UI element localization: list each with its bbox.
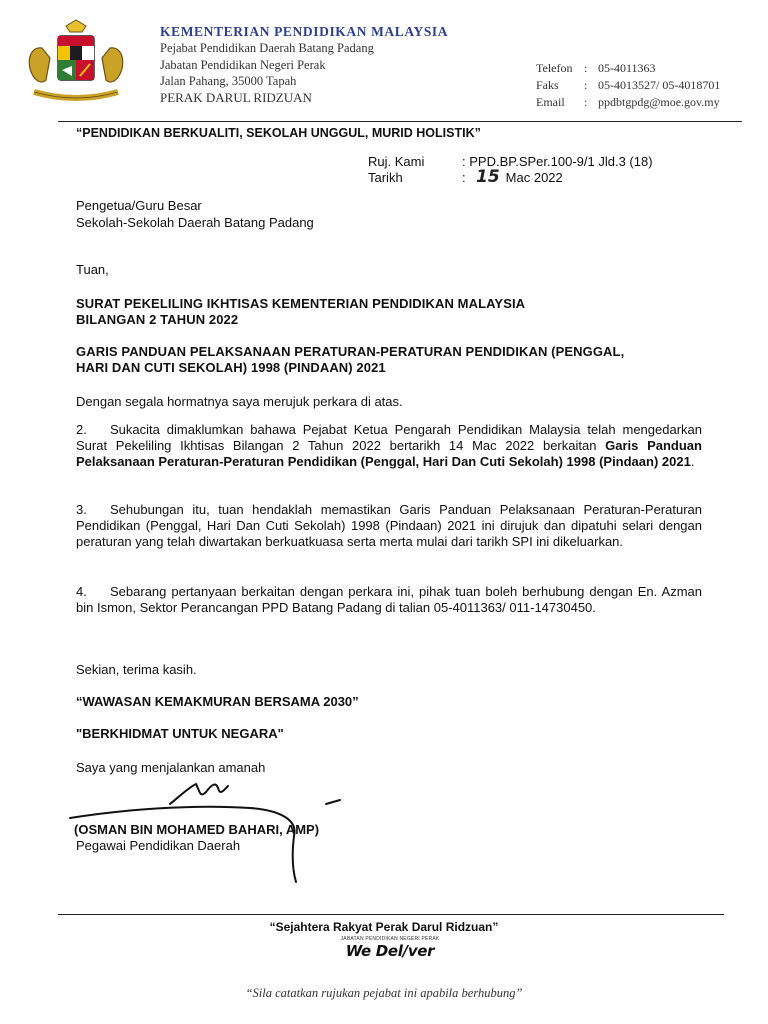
- ministry-name: KEMENTERIAN PENDIDIKAN MALAYSIA: [160, 24, 449, 39]
- date-month-year: Mac 2022: [505, 170, 563, 185]
- reference-label: Ruj. Kami: [368, 154, 425, 169]
- date-day-handwritten: 15: [476, 167, 500, 187]
- contact-phone: [536, 60, 720, 77]
- logo-caption: JABATAN PENDIDIKAN NEGERI PERAK: [340, 936, 440, 942]
- closing-slogan: "BERKHIDMAT UNTUK NEGARA": [76, 726, 284, 741]
- coat-of-arms-icon: [20, 18, 132, 108]
- ministry-motto: “PENDIDIKAN BERKUALITI, SEKOLAH UNGGUL, MURID HOLISTIK”: [76, 126, 481, 140]
- paragraph-number: 4.: [76, 584, 87, 599]
- reference-row: [368, 154, 653, 170]
- contact-colon: :: [584, 78, 588, 92]
- header-divider: [58, 121, 742, 122]
- office-name: Pejabat Pendidikan Daerah Batang Padang: [160, 41, 374, 55]
- salutation: Tuan,: [76, 262, 109, 277]
- paragraph-number: 3.: [76, 502, 87, 517]
- letterhead: [160, 24, 448, 106]
- opening-sentence: Dengan segala hormatnya saya merujuk perkara di atas.: [76, 394, 403, 409]
- contact-label: Faks: [536, 78, 559, 92]
- paragraph-text: Sukacita dimaklumkan bahawa Pejabat Ketua Pengarah Pendidikan Malaysia telah mengedarkan Surat Pekeliling Ikhtisas Bilangan 2 Tahun 2022 bertarikh 14 Mac 2022 berkaitan: [76, 422, 702, 454]
- contact-colon: :: [584, 61, 588, 75]
- date-label: Tarikh: [368, 170, 403, 185]
- closing-thanks: Sekian, terima kasih.: [76, 662, 197, 677]
- contact-fax: [536, 77, 720, 94]
- paragraph-2: [76, 422, 702, 471]
- footer-divider: [58, 914, 724, 915]
- reference-note: “Sila catatkan rujukan pejabat ini apabila berhubung”: [245, 986, 523, 1000]
- paragraph-bold-text: Garis Panduan Pelaksanaan Peraturan-Peraturan Pendidikan (Penggal, Hari Dan Cuti Sekolah) 1998 (Pindaan) 2021: [76, 438, 702, 470]
- paragraph-3: [76, 502, 702, 551]
- contact-value: ppdbtgpdg@moe.gov.my: [598, 95, 720, 109]
- recipient-schools: Sekolah-Sekolah Daerah Batang Padang: [76, 215, 314, 230]
- subject-line: GARIS PANDUAN PELAKSANAAN PERATURAN-PERATURAN PENDIDIKAN (PENGGAL,: [76, 344, 625, 359]
- contact-label: Telefon: [536, 61, 573, 75]
- street-address: Jalan Pahang, 35000 Tapah: [160, 74, 297, 88]
- we-deliver-logo: [330, 936, 450, 960]
- closing-slogan: “WAWASAN KEMAKMURAN BERSAMA 2030”: [76, 694, 359, 709]
- contact-label: Email: [536, 95, 565, 109]
- reference-block: [368, 154, 653, 186]
- paragraph-number: 2.: [76, 422, 87, 437]
- subject-line: HARI DAN CUTI SEKOLAH) 1998 (PINDAAN) 2021: [76, 360, 386, 375]
- logo-wordmark: We Del/ver: [345, 942, 435, 960]
- paragraph-text: Sehubungan itu, tuan hendaklah memastikan Garis Panduan Pelaksanaan Peraturan-Peraturan Pendidikan (Penggal, Hari Dan Cuti Sekolah) 1998 (Pindaan) 2021 ini dirujuk dan dipatuhi selari dengan peraturan yang telah diwartakan berkuatkuasa serta merta mulai dari tarikh SPI ini dikeluarkan.: [76, 502, 702, 550]
- contact-value: 05-4013527/ 05-4018701: [598, 78, 721, 92]
- signatory-position: Pegawai Pendidikan Daerah: [76, 838, 241, 853]
- paragraph-4: [76, 584, 702, 616]
- recipient-title: Pengetua/Guru Besar: [76, 198, 202, 213]
- date-colon: :: [462, 170, 466, 185]
- department-name: Jabatan Pendidikan Negeri Perak: [160, 57, 326, 72]
- date-row: [368, 167, 653, 187]
- state-name: PERAK DARUL RIDZUAN: [160, 89, 312, 105]
- paragraph-text: Sebarang pertanyaan berkaitan dengan perkara ini, pihak tuan boleh berhubung dengan En. Azman bin Ismon, Sektor Perancangan PPD Batang Padang di talian 05-4011363/ 011-14730450.: [76, 584, 702, 616]
- contact-colon: :: [584, 95, 588, 109]
- footer-slogan: “Sejahtera Rakyat Perak Darul Ridzuan”: [269, 920, 499, 934]
- signatory-name: (OSMAN BIN MOHAMED BAHARI, AMP): [74, 822, 320, 837]
- subject-line: SURAT PEKELILING IKHTISAS KEMENTERIAN PENDIDIKAN MALAYSIA: [76, 296, 526, 311]
- contact-value: 05-4011363: [598, 61, 656, 75]
- paragraph-end: .: [690, 454, 695, 470]
- reference-value: : PPD.BP.SPer.100-9/1 Jld.3 (18): [462, 154, 653, 169]
- subject-line: BILANGAN 2 TAHUN 2022: [76, 312, 239, 327]
- contact-block: [536, 60, 720, 111]
- contact-email: [536, 94, 720, 111]
- closing-trust: Saya yang menjalankan amanah: [76, 760, 266, 775]
